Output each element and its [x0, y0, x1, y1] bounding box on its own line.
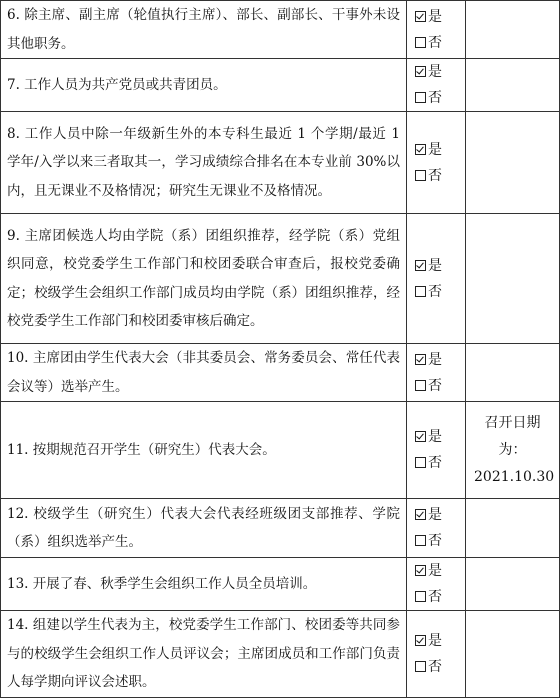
- requirement-text: 13. 开展了春、秋季学生会组织工作人员全员培训。: [1, 558, 407, 611]
- answer-cell: [407, 59, 466, 112]
- option-no[interactable]: 否: [415, 528, 465, 554]
- answer-cell: [407, 558, 466, 611]
- requirement-text: 11. 按期规范召开学生（研究生）代表大会。: [1, 402, 407, 499]
- answer-cell: [407, 214, 466, 344]
- table-row: [1, 214, 560, 344]
- checkbox-empty-icon[interactable]: [415, 286, 426, 297]
- note-cell: [466, 214, 560, 344]
- checkbox-empty-icon[interactable]: [415, 457, 426, 468]
- checkbox-empty-icon[interactable]: [415, 92, 426, 103]
- answer-cell: [407, 112, 466, 214]
- option-yes[interactable]: 是: [415, 502, 465, 528]
- requirement-text: 14. 组建以学生代表为主，校党委学生工作部门、校团委等共同参与的校级学生会组织工作人员评议会；主席团成员和工作部门负责人每学期向评议会述职。: [1, 611, 407, 698]
- note-cell: [466, 558, 560, 611]
- table-row: [1, 499, 560, 558]
- checkbox-checked-icon[interactable]: [415, 565, 426, 576]
- requirement-text: 12. 校级学生（研究生）代表大会代表经班级团支部推荐、学院（系）组织选举产生。: [1, 499, 407, 558]
- requirement-text: 10. 主席团由学生代表大会（非其委员会、常务委员会、常任代表会议等）选举产生。: [1, 344, 407, 402]
- note-cell: [466, 611, 560, 698]
- checkbox-empty-icon[interactable]: [415, 380, 426, 391]
- answer-cell: [407, 611, 466, 698]
- option-no[interactable]: 否: [415, 654, 465, 680]
- option-no[interactable]: 否: [415, 30, 465, 56]
- table-row: [1, 611, 560, 698]
- checkbox-checked-icon[interactable]: [415, 11, 426, 22]
- option-no[interactable]: 否: [415, 163, 465, 189]
- option-yes[interactable]: 是: [415, 137, 465, 163]
- option-yes[interactable]: 是: [415, 347, 465, 373]
- checkbox-checked-icon[interactable]: [415, 509, 426, 520]
- requirement-text: 6. 除主席、副主席（轮值执行主席）、部长、副部长、干事外未设其他职务。: [1, 1, 407, 59]
- checkbox-empty-icon[interactable]: [415, 535, 426, 546]
- option-yes[interactable]: 是: [415, 253, 465, 279]
- option-no[interactable]: 否: [415, 85, 465, 111]
- answer-cell: [407, 402, 466, 499]
- table-row: [1, 1, 560, 59]
- checkbox-empty-icon[interactable]: [415, 170, 426, 181]
- checkbox-checked-icon[interactable]: [415, 66, 426, 77]
- answer-cell: [407, 344, 466, 402]
- option-yes[interactable]: 是: [415, 4, 465, 30]
- option-yes[interactable]: 是: [415, 558, 465, 584]
- checkbox-empty-icon[interactable]: [415, 37, 426, 48]
- table-row: [1, 344, 560, 402]
- table-row: [1, 558, 560, 611]
- option-yes[interactable]: 是: [415, 59, 465, 85]
- table-row: [1, 402, 560, 499]
- table-row: [1, 59, 560, 112]
- table-row: [1, 112, 560, 214]
- checkbox-empty-icon[interactable]: [415, 591, 426, 602]
- note-cell: [466, 112, 560, 214]
- checkbox-checked-icon[interactable]: [415, 635, 426, 646]
- checkbox-checked-icon[interactable]: [415, 354, 426, 365]
- option-yes[interactable]: 是: [415, 628, 465, 654]
- note-cell: [466, 344, 560, 402]
- option-no[interactable]: 否: [415, 584, 465, 610]
- checkbox-checked-icon[interactable]: [415, 431, 426, 442]
- option-no[interactable]: 否: [415, 279, 465, 305]
- checkbox-checked-icon[interactable]: [415, 144, 426, 155]
- note-cell: [466, 59, 560, 112]
- requirement-text: 9. 主席团候选人均由学院（系）团组织推荐，经学院（系）党组织同意，校党委学生工作部门和校团委联合审查后，报校党委确定；校级学生会组织工作部门成员均由学院（系）团组织推荐，经校党委学生工作部门和校团委审核后确定。: [1, 214, 407, 344]
- requirement-text: 7. 工作人员为共产党员或共青团员。: [1, 59, 407, 112]
- note-cell: [466, 1, 560, 59]
- option-no[interactable]: 否: [415, 450, 465, 476]
- meeting-date-note: 召开日期为：2021.10.30: [466, 402, 560, 499]
- answer-cell: [407, 499, 466, 558]
- option-no[interactable]: 否: [415, 373, 465, 399]
- checkbox-checked-icon[interactable]: [415, 260, 426, 271]
- requirement-text: 8. 工作人员中除一年级新生外的本专科生最近 1 个学期/最近 1 学年/入学以来三者取其一，学习成绩综合排名在本专业前 30%以内，且无课业不及格情况；研究生无课业不及格情况。: [1, 112, 407, 214]
- note-cell: [466, 499, 560, 558]
- checkbox-empty-icon[interactable]: [415, 661, 426, 672]
- option-yes[interactable]: 是: [415, 424, 465, 450]
- answer-cell: [407, 1, 466, 59]
